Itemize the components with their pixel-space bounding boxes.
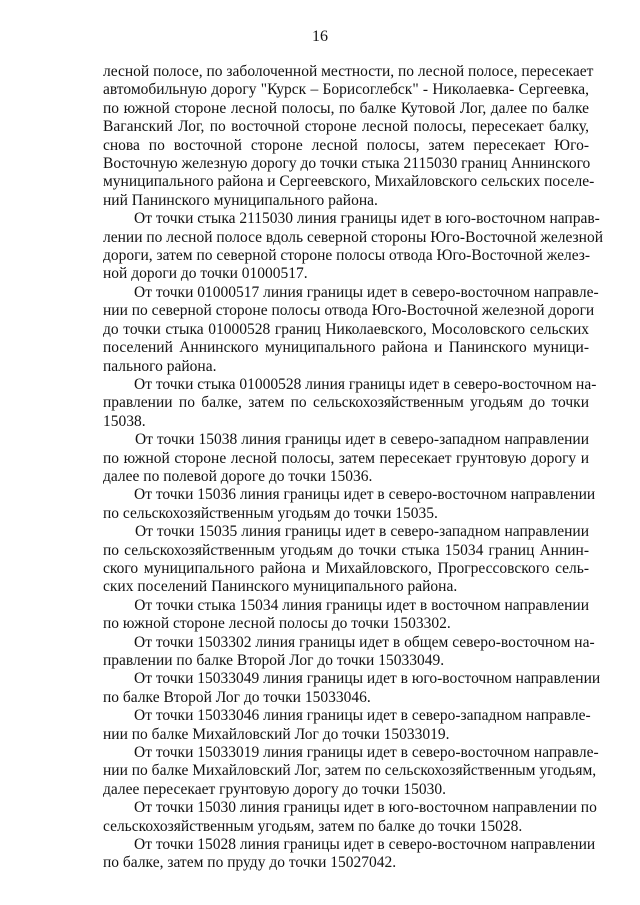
text-line: нии по балке Михайловский Лог, затем по сельскохозяйственным угодьям, xyxy=(103,762,597,780)
text-line: Восточную железную дорогу до точки стыка 2115030 границ Аннинского xyxy=(103,155,591,173)
text-line: сельскохозяйственным угодьям, затем по балке до точки 15028. xyxy=(103,817,523,835)
text-line: ских поселений Панинского муниципального района. xyxy=(103,578,458,596)
text-line: 15038. xyxy=(103,412,146,430)
text-line: пального района. xyxy=(103,357,217,375)
text-line: От точки 15036 линия границы идет в северо-восточном направлении xyxy=(103,486,596,504)
paragraph xyxy=(103,744,599,799)
paragraph xyxy=(103,670,601,707)
text-line: От точки 15028 линия границы идет в северо-восточном направлении xyxy=(103,836,596,854)
text-line: далее по полевой дороге до точки 15036. xyxy=(103,467,373,485)
text-line: От точки 1503302 линия границы идет в общем северо-восточном на- xyxy=(103,633,595,651)
paragraph xyxy=(103,633,595,671)
text-line: От точки 15033046 линия границы идет в северо-западном направле- xyxy=(103,707,591,725)
text-line: по южной стороне лесной полосы до точки 1503302. xyxy=(103,615,451,633)
text-line: правлении по балке, затем по сельскохозяйственным угодьям до точки xyxy=(103,394,589,412)
paragraph xyxy=(103,210,604,284)
paragraph xyxy=(103,523,589,597)
text-line: От точки 15033019 линия границы идет в северо-восточном направле- xyxy=(103,744,599,762)
text-line: Ваганский Лог, по восточной стороне лесной полосы, пересекает балку, xyxy=(103,118,589,136)
text-line: От точки 15038 линия границы идет в северо-западном направлении xyxy=(103,431,589,449)
text-line: по сельскохозяйственным угодьям до точки стыка 15034 границ Аннин- xyxy=(103,541,589,559)
text-line: ной дороги до точки 01000517. xyxy=(103,265,308,283)
text-line: по балке Второй Лог до точки 15033046. xyxy=(103,688,371,706)
text-line: по южной стороне лесной полосы, по балке Кутовой Лог, далее по балке xyxy=(103,99,589,117)
text-line: муниципального района и Сергеевского, Михайловского сельских поселе- xyxy=(103,173,595,191)
text-line: От точки 15033049 линия границы идет в юго-восточном направлении xyxy=(103,670,601,688)
paragraph xyxy=(103,486,596,523)
paragraph xyxy=(103,799,597,836)
paragraph xyxy=(103,63,595,210)
text-line: ского муниципального района и Михайловского, Прогрессовского сель- xyxy=(103,559,589,577)
text-line: От точки стыка 15034 линия границы идет в восточном направлении xyxy=(103,596,589,614)
text-line: От точки 01000517 линия границы идет в северо-восточном направле- xyxy=(103,283,599,301)
text-line: От точки стыка 01000528 линия границы идет в северо-восточном на- xyxy=(103,375,597,393)
text-line: правлении по балке Второй Лог до точки 15033049. xyxy=(103,652,445,669)
text-line: нии по северной стороне полосы отвода Юго-Восточной железной дороги xyxy=(103,302,595,320)
text-line: до точки стыка 01000528 границ Николаевского, Мосоловского сельских xyxy=(103,320,589,338)
text-line: поселений Аннинского муниципального района и Панинского муници- xyxy=(103,339,589,357)
paragraph xyxy=(103,836,596,873)
document-body xyxy=(103,63,604,873)
paragraph xyxy=(103,283,599,376)
text-line: автомобильную дорогу "Курск – Борисоглебск" - Николаевка- Сергеевка, xyxy=(103,81,589,99)
text-line: дороги, затем по северной стороне полосы отвода Юго-Восточной желез- xyxy=(103,247,591,265)
text-line: снова по восточной стороне лесной полосы, затем пересекает Юго- xyxy=(103,136,589,154)
text-line: ний Панинского муниципального района. xyxy=(103,191,378,209)
text-line: по южной стороне лесной полосы, затем пересекает грунтовую дорогу и xyxy=(103,449,589,467)
paragraph xyxy=(103,431,589,486)
text-line: лесной полосе, по заболоченной местности, по лесной полосе, пересекает xyxy=(103,63,594,80)
text-line: От точки стыка 2115030 линия границы идет в юго-восточном направ- xyxy=(103,210,600,228)
paragraph xyxy=(103,597,589,634)
text-line: далее пересекает грунтовую дорогу до точки 15030. xyxy=(103,780,447,798)
text-line: От точки 15035 линия границы идет в северо-западном направлении xyxy=(103,523,589,541)
text-line: по балке, затем по пруду до точки 15027042. xyxy=(103,854,397,872)
page-number: 16 xyxy=(312,28,328,45)
text-line: От точки 15030 линия границы идет в юго-восточном направлении по xyxy=(103,799,597,817)
text-line: по сельскохозяйственным угодьям до точки 15035. xyxy=(103,504,438,522)
paragraph xyxy=(103,375,597,431)
paragraph xyxy=(103,707,589,744)
text-line: нии по балке Михайловский Лог до точки 15033019. xyxy=(103,725,450,743)
text-line: лении по лесной полосе вдоль северной стороны Юго-Восточной железной xyxy=(103,228,604,246)
